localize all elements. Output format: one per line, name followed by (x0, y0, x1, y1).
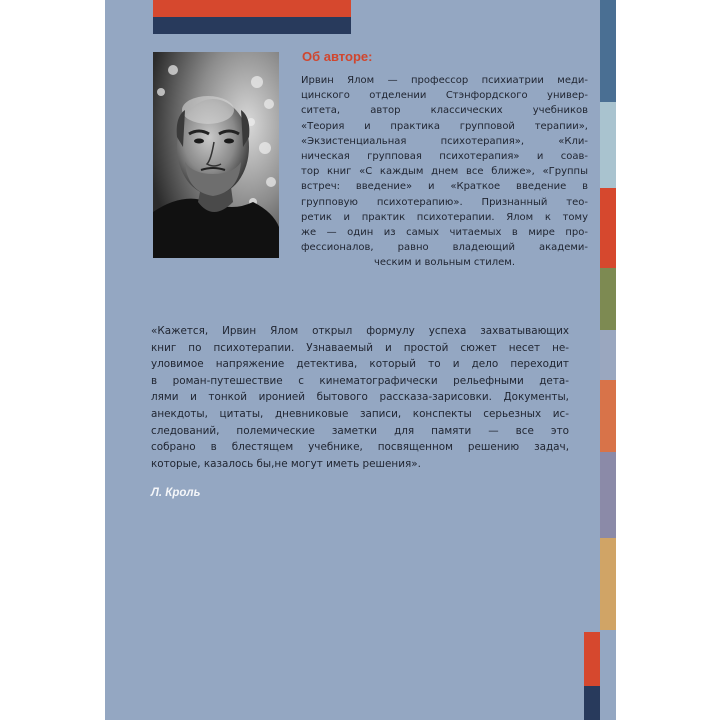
side-bar (600, 102, 616, 188)
corner-red-block (584, 632, 600, 686)
side-bar (600, 380, 616, 452)
top-decorative-stripes (153, 0, 351, 34)
side-color-bars (600, 0, 616, 720)
quote-line: «Кажется, Ирвин Ялом открыл формулу успеха захватывающих (151, 325, 569, 337)
about-author-title: Об авторе: (302, 49, 373, 64)
quote-line: в роман-путешествие с кинематографически рельефными дета- (151, 374, 569, 387)
quote-line: анекдоты, цитаты, дневниковые записи, конспекты серьезных ис- (151, 407, 569, 420)
top-navy-stripe (153, 17, 351, 34)
quote-line: лями и тонкой иронией бытового рассказа-зарисовки. Документы, (151, 391, 569, 404)
quote-author: Л. Кроль (151, 487, 201, 499)
about-line: встреч: введение» и «Краткое введение в (301, 181, 588, 193)
author-portrait-photo (153, 52, 279, 258)
quote-line: уловимое напряжение детектива, который то и дело переходит (151, 358, 569, 371)
quote-line: которые, казалось бы,не могут иметь решения». (151, 457, 421, 470)
about-line: «Теория и практика групповой терапии», (301, 120, 588, 132)
about-line: цинского отделении Стэнфордского универ- (301, 90, 588, 102)
review-quote (151, 323, 569, 472)
top-red-stripe (153, 0, 351, 17)
side-bar (600, 188, 616, 268)
about-line: ческим и вольным стилем. (373, 257, 516, 269)
side-bar (600, 0, 616, 102)
corner-navy-block (584, 686, 600, 720)
about-line: групповую психотерапию». Признанный тео- (301, 196, 588, 208)
side-bar (600, 330, 616, 380)
about-line: фессионалов, равно владеющий академи- (301, 242, 588, 254)
about-line: Ирвин Ялом — профессор психиатрии меди- (301, 75, 588, 86)
about-line: ническая групповая психотерапия» и соав- (301, 151, 588, 163)
about-line: ретик и практик психотерапии. Ялом к тому (301, 211, 588, 223)
author-portrait-icon (153, 52, 279, 258)
quote-line: следований, полемические заметки для памяти — все это (151, 424, 569, 437)
side-bar (600, 268, 616, 330)
book-back-cover (105, 0, 616, 720)
side-bar (600, 452, 616, 538)
about-line: «Экзистенциальная психотерапия», «Кли- (301, 135, 588, 147)
about-line: же — один из самых читаемых в мире про- (301, 227, 588, 239)
side-bar (600, 630, 616, 720)
about-author-text (301, 73, 588, 271)
quote-line: собрано в блестящем учебнике, посвященном решению задач, (151, 441, 569, 454)
about-line: тор книг «С каждым днем все ближе», «Группы (301, 166, 588, 178)
side-bar (600, 538, 616, 630)
quote-line: книг по психотерапии. Узнаваемый и простой сюжет несет не- (151, 341, 569, 354)
about-line: ситета, автор классических учебников (301, 105, 588, 117)
